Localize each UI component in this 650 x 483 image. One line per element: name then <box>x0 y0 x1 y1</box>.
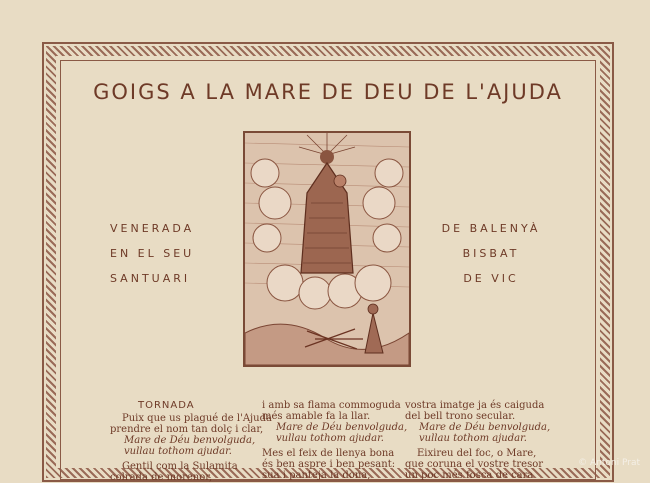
verse-refrain-line: vullau tothom ajudar. <box>419 433 527 444</box>
right-caption-line: BISBAT <box>462 247 520 260</box>
right-caption-line: DE BALENYÀ <box>441 222 541 235</box>
verse-refrain-line: vullau tothom ajudar. <box>124 446 232 457</box>
verse-refrain-line: vullau tothom ajudar. <box>276 433 384 444</box>
verse-line: Eixireu del foc, o Mare, <box>417 448 537 459</box>
verse-line: un poc més fosca de cara <box>405 470 534 481</box>
verses-section <box>0 400 650 483</box>
verse-line: més amable fa la llar. <box>262 411 371 422</box>
verse-line: que coruna el vostre tresor <box>405 459 544 470</box>
verse-refrain-line: Mare de Déu benvolguda, <box>419 422 551 433</box>
engraving-illustration <box>245 133 409 365</box>
left-caption <box>110 216 194 291</box>
right-caption-line: DE VIC <box>463 272 519 285</box>
left-caption-line: VENERADA <box>110 222 195 235</box>
verse-line: sua i panteja la dona, <box>262 470 371 481</box>
verse-line: prendre el nom tan dolç i clar, <box>110 424 264 435</box>
virgin-engraving-image <box>243 131 411 367</box>
right-caption <box>440 216 542 291</box>
verse-heading: TORNADA <box>138 400 195 411</box>
photo-credit: © Antoni Prat <box>578 458 640 468</box>
left-caption-line: SANTUARI <box>110 272 191 285</box>
verse-column-3 <box>405 400 555 481</box>
verse-line: Puix que us plagué de l'Ajuda <box>122 413 272 424</box>
verse-refrain-line: Mare de Déu benvolguda, <box>276 422 408 433</box>
verse-line: del bell trono secular. <box>405 411 516 422</box>
verse-line: i amb sa flama commoguda <box>262 400 401 411</box>
verse-refrain-line: Mare de Déu benvolguda, <box>124 435 256 446</box>
verse-line: Gentil com la Sulamita <box>122 461 238 472</box>
verse-column-1 <box>110 400 272 483</box>
left-caption-line: EN EL SEU <box>110 247 195 260</box>
verse-line: Mes el feix de llenya bona <box>262 448 395 459</box>
verse-line: és ben aspre i ben pesant: <box>262 459 396 470</box>
verse-line: colrada de morenor, <box>110 472 213 483</box>
page-title: GOIGS A LA MARE DE DEU DE L'AJUDA <box>93 80 563 104</box>
verse-column-2 <box>262 400 408 481</box>
verse-line: vostra imatge ja és caiguda <box>405 400 545 411</box>
